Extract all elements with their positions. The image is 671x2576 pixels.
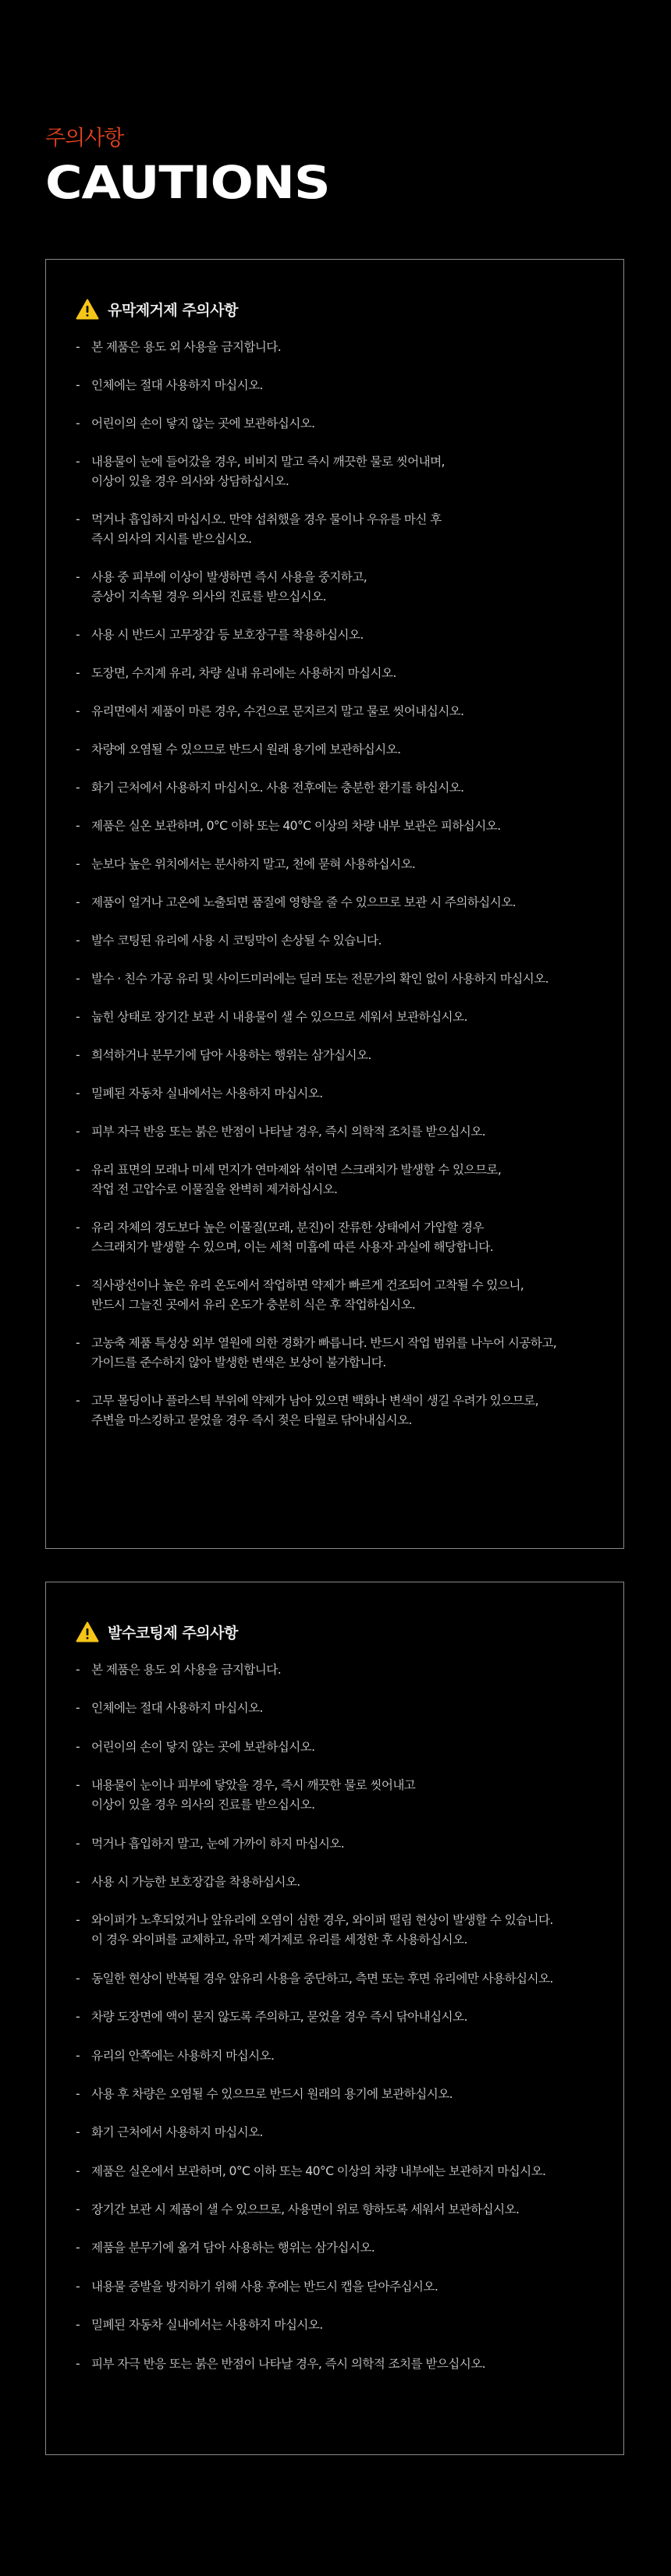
caution-item: - 유리의 안쪽에는 사용하지 마십시오.	[76, 2046, 608, 2066]
caution-item: - 눈보다 높은 위치에서는 분사하지 말고, 천에 묻혀 사용하십시오.	[76, 855, 608, 874]
caution-item: - 고무 몰딩이나 플라스틱 부위에 약제가 남아 있으면 백화나 변색이 생길 우려가 있으므로, 주변을 마스킹하고 묻었을 경우 즉시 젖은 타월로 닦아내십시오.	[76, 1391, 608, 1430]
caution-item: - 발수 코팅된 유리에 사용 시 코팅막이 손상될 수 있습니다.	[76, 931, 608, 951]
caution-item: - 사용 시 반드시 고무장갑 등 보호장구를 착용하십시오.	[76, 625, 608, 645]
caution-item: - 유리 표면의 모래나 미세 먼지가 연마제와 섞이면 스크래치가 발생할 수 있으므로, 작업 전 고압수로 이물질을 완벽히 제거하십시오.	[76, 1160, 608, 1199]
caution-item: - 발수 · 친수 가공 유리 및 사이드미러에는 딜러 또는 전문가의 확인 없이 사용하지 마십시오.	[76, 969, 608, 989]
caution-item: - 눕힌 상태로 장기간 보관 시 내용물이 샐 수 있으므로 세워서 보관하십시오.	[76, 1008, 608, 1027]
caution-item: - 내용물이 눈에 들어갔을 경우, 비비지 말고 즉시 깨끗한 물로 씻어내며, 이상이 있을 경우 의사와 상담하십시오.	[76, 452, 608, 491]
caution-item: - 내용물 증발을 방지하기 위해 사용 후에는 반드시 캡을 닫아주십시오.	[76, 2277, 608, 2297]
caution-item: - 인체에는 절대 사용하지 마십시오.	[76, 1699, 608, 1718]
caution-item: - 인체에는 절대 사용하지 마십시오.	[76, 376, 608, 395]
caution-item: - 제품을 분무기에 옮겨 담아 사용하는 행위는 삼가십시오.	[76, 2238, 608, 2258]
caution-item: - 사용 후 차량은 오염될 수 있으므로 반드시 원래의 용기에 보관하십시오.	[76, 2085, 608, 2104]
caution-item: - 본 제품은 용도 외 사용을 금지합니다.	[76, 1660, 608, 1680]
section-title: 유막제거제 주의사항	[108, 302, 238, 319]
caution-item: - 유리면에서 제품이 마른 경우, 수건으로 문지르지 말고 물로 씻어내십시오.	[76, 702, 608, 721]
caution-item: - 고농축 제품 특성상 외부 열원에 의한 경화가 빠릅니다. 반드시 작업 범위를 나누어 시공하고, 가이드를 준수하지 않아 발생한 변색은 보상이 불가합니다.	[76, 1334, 608, 1373]
caution-item: - 어린이의 손이 닿지 않는 곳에 보관하십시오.	[76, 1738, 608, 1757]
caution-item: - 와이퍼가 노후되었거나 앞유리에 오염이 심한 경우, 와이퍼 떨림 현상이 발생할 수 있습니다. 이 경우 와이퍼를 교체하고, 유막 제거제로 유리를 세정한 후 사용하십시오.	[76, 1911, 608, 1950]
caution-item: - 직사광선이나 높은 유리 온도에서 작업하면 약제가 빠르게 건조되어 고착될 수 있으니, 반드시 그늘진 곳에서 유리 온도가 충분히 식은 후 작업하십시오.	[76, 1276, 608, 1315]
caution-item: - 내용물이 눈이나 피부에 닿았을 경우, 즉시 깨끗한 물로 씻어내고 이상이 있을 경우 의사의 진료를 받으십시오.	[76, 1776, 608, 1815]
section-header	[76, 299, 608, 320]
warning-icon	[76, 1621, 99, 1642]
caution-item: - 피부 자극 반응 또는 붉은 반점이 나타날 경우, 즉시 의학적 조치를 받으십시오.	[76, 1122, 608, 1142]
oil-film-remover-caution-box	[45, 259, 624, 1549]
section-title: 발수코팅제 주의사항	[108, 1625, 238, 1642]
caution-item: - 밀폐된 자동차 실내에서는 사용하지 마십시오.	[76, 2316, 608, 2335]
caution-list	[76, 338, 608, 1430]
cautions-header	[45, 125, 330, 209]
caution-item: - 화기 근처에서 사용하지 마십시오.	[76, 2123, 608, 2142]
section-header	[76, 1621, 608, 1642]
caution-item: - 사용 중 피부에 이상이 발생하면 즉시 사용을 중지하고, 증상이 지속될 경우 의사의 진료를 받으십시오.	[76, 568, 608, 607]
warning-icon	[76, 299, 99, 320]
water-repellent-caution-box	[45, 1582, 624, 2455]
caution-item: - 사용 시 가능한 보호장갑을 착용하십시오.	[76, 1873, 608, 1892]
caution-item: - 피부 자극 반응 또는 붉은 반점이 나타날 경우, 즉시 의학적 조치를 받으십시오.	[76, 2355, 608, 2374]
caution-item: - 차량에 오염될 수 있으므로 반드시 원래 용기에 보관하십시오.	[76, 740, 608, 760]
caution-item: - 제품이 얼거나 고온에 노출되면 품질에 영향을 줄 수 있으므로 보관 시 주의하십시오.	[76, 893, 608, 912]
caution-item: - 희석하거나 분무기에 담아 사용하는 행위는 삼가십시오.	[76, 1046, 608, 1065]
caution-item: - 밀폐된 자동차 실내에서는 사용하지 마십시오.	[76, 1084, 608, 1104]
caution-item: - 동일한 현상이 반복될 경우 앞유리 사용을 중단하고, 측면 또는 후면 유리에만 사용하십시오.	[76, 1969, 608, 1989]
caution-item: - 먹거나 흡입하지 말고, 눈에 가까이 하지 마십시오.	[76, 1834, 608, 1854]
caution-item: - 화기 근처에서 사용하지 마십시오. 사용 전후에는 충분한 환기를 하십시오.	[76, 778, 608, 798]
page-title: CAUTIONS	[45, 156, 330, 209]
caution-item: - 먹거나 흡입하지 마십시오. 만약 섭취했을 경우 물이나 우유를 마신 후 즉시 의사의 지시를 받으십시오.	[76, 510, 608, 549]
caution-item: - 어린이의 손이 닿지 않는 곳에 보관하십시오.	[76, 414, 608, 434]
caution-item: - 장기간 보관 시 제품이 샐 수 있으므로, 사용면이 위로 향하도록 세워서 보관하십시오.	[76, 2200, 608, 2220]
caution-item: - 제품은 실온 보관하며, 0°C 이하 또는 40°C 이상의 차량 내부 보관은 피하십시오.	[76, 817, 608, 836]
caution-item: - 유리 자체의 경도보다 높은 이물질(모래, 분진)이 잔류한 상태에서 가압할 경우 스크래치가 발생할 수 있으며, 이는 세척 미흡에 따른 사용자 과실에 해당합니다.	[76, 1218, 608, 1257]
caution-item: - 도장면, 수지계 유리, 차량 실내 유리에는 사용하지 마십시오.	[76, 664, 608, 683]
caution-item: - 본 제품은 용도 외 사용을 금지합니다.	[76, 338, 608, 357]
caution-item: - 차량 도장면에 액이 묻지 않도록 주의하고, 묻었을 경우 즉시 닦아내십시오.	[76, 2007, 608, 2027]
page-subtitle: 주의사항	[45, 126, 124, 151]
caution-item: - 제품은 실온에서 보관하며, 0°C 이하 또는 40°C 이상의 차량 내부에는 보관하지 마십시오.	[76, 2162, 608, 2181]
caution-list	[76, 1660, 608, 2374]
